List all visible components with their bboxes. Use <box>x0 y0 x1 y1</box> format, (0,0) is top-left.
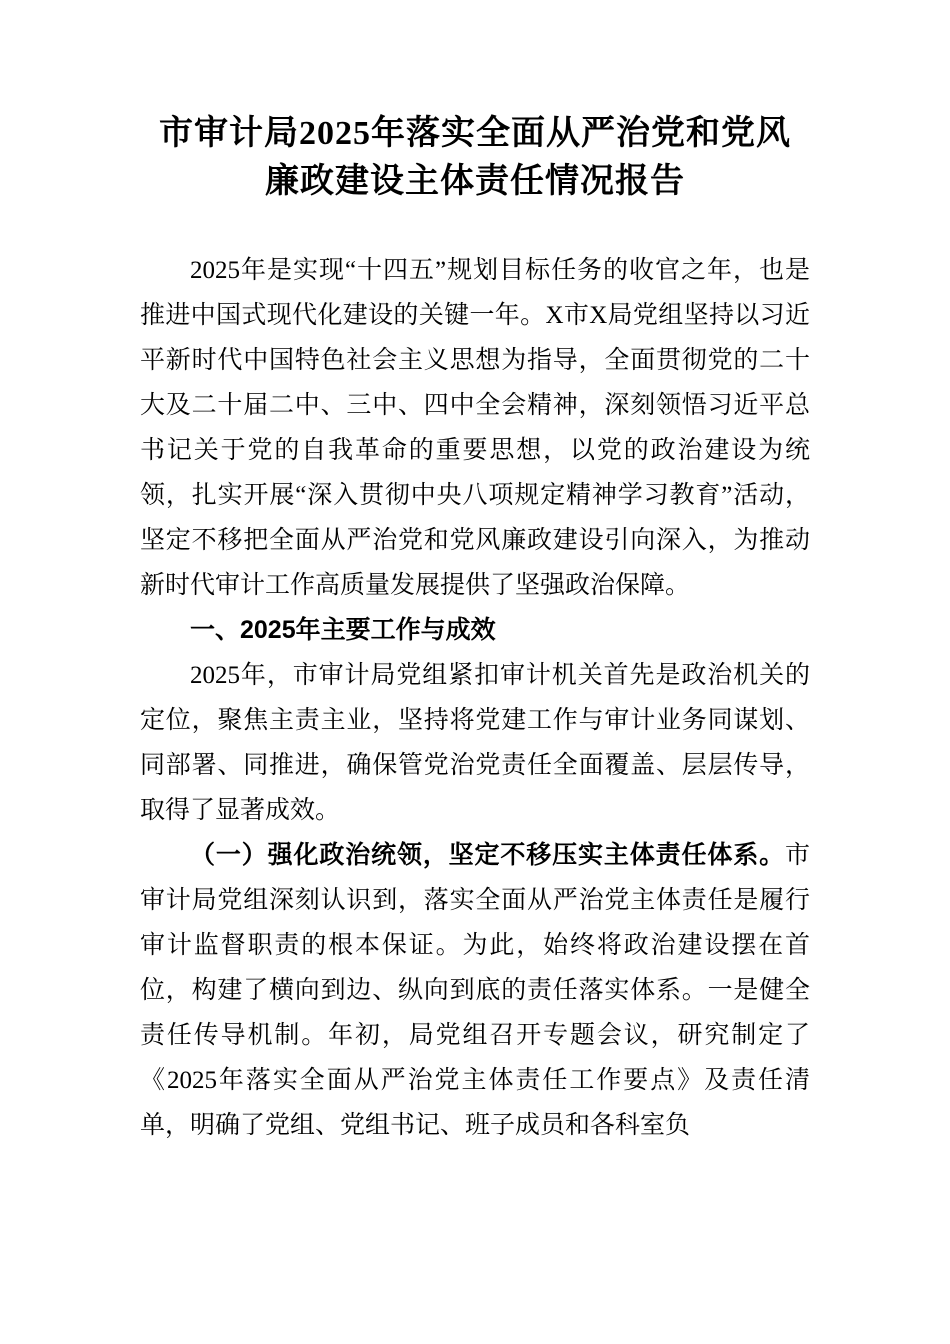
document-title <box>140 110 810 206</box>
paragraph-subsection-1 <box>140 833 810 1148</box>
subsection-1-lead: （一）强化政治统领，坚定不移压实主体责任体系。 <box>190 842 785 869</box>
paragraph-section1-overview: 2025年，市审计局党组紧扣审计机关首先是政治机关的定位，聚焦主责主业，坚持将党建工作与审计业务同谋划、同部署、同推进，确保管党治党责任全面覆盖、层层传导，取得了显著成效。 <box>140 662 810 824</box>
paragraph-intro: 2025年是实现“十四五”规划目标任务的收官之年，也是推进中国式现代化建设的关键一年。X市X局党组坚持以习近平新时代中国特色社会主义思想为指导，全面贯彻党的二十大及二十届二中、三中、四中全会精神，深刻领悟习近平总书记关于党的自我革命的重要思想，以党的政治建设为统领，扎实开展“深入贯彻中央八项规定精神学习教育”活动，坚定不移把全面从严治党和党风廉政建设引向深入，为推动新时代审计工作高质量发展提供了坚强政治保障。 <box>140 257 810 599</box>
subsection-1-text: 市审计局党组深刻认识到，落实全面从严治党主体责任是履行审计监督职责的根本保证。为此，始终将政治建设摆在首位，构建了横向到边、纵向到底的责任落实体系。一是健全责任传导机制。年初，局党组召开专题会议，研究制定了《2025年落实全面从严治党主体责任工作要点》及责任清单，明确了党组、党组书记、班子成员和各科室负 <box>140 842 810 1139</box>
section-heading-1: 一、2025年主要工作与成效 <box>190 616 496 644</box>
document-title-line1: 市审计局2025年落实全面从严治党和党风 <box>159 115 791 152</box>
document-title-line2: 廉政建设主体责任情况报告 <box>265 163 685 200</box>
